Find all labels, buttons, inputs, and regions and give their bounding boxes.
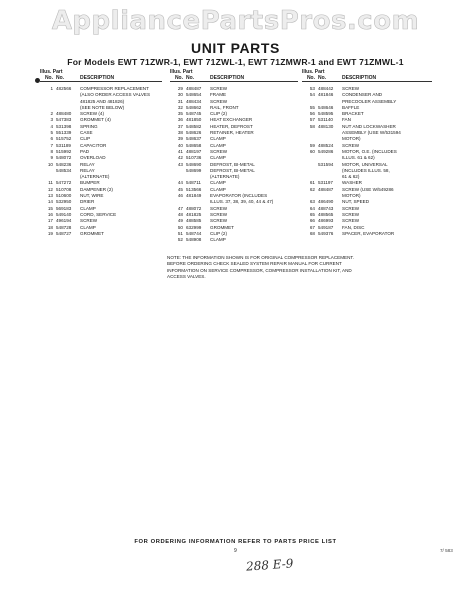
part-number: 548744	[186, 230, 202, 236]
column-header: No. No. DESCRIPTION	[40, 75, 162, 82]
compressor-note: NOTE: THE INFORMATION SHOWN IS FOR ORIGINAL COMPRESSOR REPLACEMENT. BEFORE ORDERING CHECK SEALED SYSTEM REPAIR MANUAL FOR CURRENT INFORMATION ON SERVICE COMPRESSOR, COMPRESSOR INSTALLATION KIT, AND ACCESS VALVES.	[167, 255, 354, 279]
part-description: DEFROST, BI-METAL	[210, 167, 255, 173]
part-number: 510600	[56, 193, 72, 199]
illus-number: 30	[177, 92, 183, 98]
part-number: 549140	[56, 211, 72, 217]
illus-number: 12	[47, 186, 53, 192]
part-description: FRAME	[210, 92, 227, 98]
part-number: 531140	[318, 117, 333, 123]
part-description: SCREW	[210, 211, 228, 217]
ordering-info-footer: FOR ORDERING INFORMATION REFER TO PARTS PRICE LIST	[134, 539, 337, 545]
illus-number: 49	[177, 218, 183, 224]
part-number: 551339	[56, 130, 72, 136]
illus-number: 60	[309, 148, 315, 154]
part-description: CLIP (2)	[210, 111, 228, 117]
illus-number: 62	[309, 186, 315, 192]
illus-number: 45	[177, 186, 183, 192]
part-description: EVAPORATOR (INCLUDES	[210, 193, 268, 199]
part-description: 481825 AND 481826)	[80, 98, 125, 104]
part-description: SCREW	[80, 218, 98, 224]
part-number: 569183	[56, 205, 72, 211]
parts-column-2	[170, 69, 298, 243]
part-description: SPACER, EVAPORATOR	[342, 230, 395, 236]
part-number: 548727	[56, 230, 72, 236]
illus-number: 6	[50, 136, 53, 142]
part-description: CORD, SERVICE	[80, 211, 117, 217]
part-number: 548582	[186, 123, 202, 129]
part-number: 488197	[186, 148, 202, 154]
illus-number: 2	[50, 111, 53, 117]
part-number: 488743	[318, 205, 334, 211]
illus-number: 9	[50, 155, 53, 161]
part-number: 548637	[186, 136, 202, 142]
part-number: 531398	[56, 123, 72, 129]
part-description: ILLUS. 61 & 62)	[342, 155, 375, 161]
part-description: NUT, WIRE	[80, 193, 104, 199]
part-number: 548699	[186, 167, 202, 173]
part-description: COMPRESSOR REPLACEMENT	[80, 86, 149, 91]
part-number: 548711	[186, 180, 201, 186]
part-number: 510736	[186, 155, 202, 161]
part-description: DAMPENER (2)	[80, 186, 113, 192]
part-number: 515992	[56, 148, 72, 154]
part-number: 488565	[318, 211, 334, 217]
illus-number: 44	[177, 180, 183, 186]
document-code: 7/ 583	[440, 548, 453, 553]
part-number: 488434	[186, 98, 202, 104]
part-row	[170, 237, 298, 243]
page-subtitle: For Models EWT 71ZWR-1, EWT 71ZWL-1, EWT 71ZMWR-1 and EWT 71ZMWL-1	[67, 57, 404, 67]
part-description: SCREW	[342, 218, 360, 224]
part-description: SCREW	[342, 211, 360, 217]
part-description: SCREW	[210, 148, 228, 154]
part-description: CAPACITOR	[80, 142, 107, 148]
illus-number: 19	[47, 230, 53, 236]
part-number: 513566	[186, 186, 202, 192]
parts-column-3	[302, 69, 432, 237]
part-number: 549376	[318, 230, 334, 236]
illus-number: 14	[47, 199, 53, 205]
part-description: SCREW	[342, 142, 360, 148]
illus-number: 66	[309, 218, 315, 224]
part-description: OVERLOAD	[80, 155, 106, 161]
illus-number: 29	[177, 86, 183, 91]
part-description: CLAMP	[80, 205, 96, 211]
part-description: (SEE NOTE BELOW)	[80, 104, 125, 110]
part-description: CLAMP	[210, 142, 226, 148]
part-number: 531197	[318, 180, 333, 186]
part-number: 548626	[186, 130, 202, 136]
part-description: CLIP (2)	[210, 230, 228, 236]
part-number: 496194	[56, 218, 72, 224]
illus-number: 39	[177, 136, 183, 142]
header-illus: Illus. Part	[302, 69, 325, 75]
part-number: 488585	[186, 218, 202, 224]
part-description: (ALSO ORDER ACCESS VALVES	[80, 92, 151, 98]
part-number: 547383	[56, 117, 72, 123]
part-description: PAD	[80, 148, 90, 154]
part-description: HEATER, DEFROST	[210, 123, 253, 129]
illus-number: 57	[309, 117, 315, 123]
illus-number: 11	[48, 180, 53, 186]
part-description: SPRING	[80, 123, 98, 129]
part-description: BUMPER	[80, 180, 100, 186]
part-description: (ALTERNATE)	[80, 174, 110, 180]
part-number: 549286	[318, 148, 334, 154]
illus-number: 55	[309, 104, 315, 110]
part-number: 547272	[56, 180, 72, 186]
illus-number: 3	[50, 117, 53, 123]
illus-number: 31	[177, 98, 183, 104]
part-description: MOTOR)	[342, 136, 361, 142]
illus-number: 47	[177, 205, 183, 211]
part-description: RELAY	[80, 167, 95, 173]
part-row	[40, 231, 162, 237]
part-description: BAFFLE	[342, 104, 360, 110]
illus-number: 52	[177, 237, 183, 243]
part-number: 488480	[56, 111, 72, 117]
illus-number: 37	[177, 123, 183, 129]
part-number: 548236	[56, 161, 72, 167]
illus-number: 13	[47, 193, 53, 199]
illus-number: 51	[177, 230, 183, 236]
part-number: 548662	[186, 104, 202, 110]
illus-number: 54	[309, 92, 315, 98]
part-description: SCREW	[342, 86, 360, 91]
part-number: 548534	[56, 167, 72, 173]
illus-number: 67	[309, 224, 315, 230]
illus-number: 64	[309, 205, 315, 211]
part-description: MOTOR, O.E. (INCLUDES	[342, 148, 397, 154]
illus-number: 17	[47, 218, 53, 224]
part-description: WASHER	[342, 180, 362, 186]
part-description: SCREW	[210, 86, 228, 91]
part-description: SCREW	[210, 205, 228, 211]
illus-number: 41	[177, 148, 183, 154]
illus-number: 59	[309, 142, 315, 148]
illus-number: 32	[177, 104, 183, 110]
part-number: 488130	[318, 123, 334, 129]
part-number: 481850	[186, 117, 202, 123]
part-number: 548908	[186, 237, 202, 243]
illus-number: 65	[309, 211, 315, 217]
illus-number: 15	[47, 205, 53, 211]
part-description: ASSEMBLY (USE W/531594	[342, 130, 401, 136]
illus-number: 53	[309, 86, 315, 91]
part-number: 482566	[56, 86, 72, 91]
illus-number: 40	[177, 142, 183, 148]
part-number: 548658	[186, 142, 202, 148]
part-number: 549187	[318, 224, 334, 230]
part-row	[302, 231, 432, 237]
part-description: RELAY	[80, 161, 95, 167]
part-number: 488072	[186, 205, 202, 211]
part-number: 548595	[318, 111, 334, 117]
part-number: 548646	[318, 104, 334, 110]
part-number: 481849	[186, 193, 202, 199]
illus-number: 10	[47, 161, 53, 167]
part-description: (ALTERNATE)	[210, 174, 240, 180]
part-description: CLAMP	[210, 237, 226, 243]
part-description: CLAMP	[210, 186, 226, 192]
part-description: GROMMET	[210, 224, 234, 230]
illus-number: 5	[50, 130, 53, 136]
column-header: No. No. DESCRIPTION	[302, 75, 432, 82]
part-description: MOTOR)	[342, 193, 361, 199]
part-description: CLAMP	[210, 180, 226, 186]
part-description: RAIL, FRONT	[210, 104, 239, 110]
watermark-logo: AppliancePartsPros.com	[51, 6, 420, 36]
illus-number: 48	[177, 211, 183, 217]
part-description: SCREW	[210, 98, 228, 104]
part-number: 486993	[318, 218, 334, 224]
illus-number: 36	[177, 117, 183, 123]
part-description: FAN	[342, 117, 351, 123]
part-description: CLAMP	[210, 136, 226, 142]
header-illus: Illus. Part	[170, 69, 193, 75]
illus-number: 7	[50, 142, 53, 148]
illus-number: 38	[177, 130, 183, 136]
part-number: 531594	[318, 161, 334, 167]
part-description: CONDENSER AND	[342, 92, 383, 98]
part-description: (INCLUDES ILLUS. 58,	[342, 167, 390, 173]
part-description: CLIP	[80, 136, 91, 142]
illus-number: 4	[50, 123, 53, 129]
illus-number: 63	[309, 199, 315, 205]
part-description: CASE	[80, 130, 93, 136]
part-description: SCREW	[210, 218, 228, 224]
illus-number: 8	[50, 148, 53, 154]
part-number: 531189	[56, 142, 71, 148]
illus-number: 16	[47, 211, 53, 217]
part-description: ILLUS. 37, 38, 39, 40, 44 & 47)	[210, 199, 274, 205]
part-number: 488442	[318, 86, 334, 91]
illus-number: 42	[177, 155, 183, 161]
part-description: DRIER	[80, 199, 95, 205]
parts-column-1	[40, 69, 162, 237]
part-number: 548654	[186, 92, 202, 98]
illus-number: 58	[309, 123, 315, 129]
header-illus: Illus. Part	[40, 69, 63, 75]
illus-number: 46	[177, 193, 183, 199]
illus-number: 50	[177, 224, 183, 230]
illus-number: 43	[177, 161, 183, 167]
part-description: NUT, SPEED	[342, 199, 370, 205]
part-description: RETAINER, HEATER	[210, 130, 254, 136]
part-description: BRACKET	[342, 111, 364, 117]
illus-number: 68	[309, 230, 315, 236]
part-description: GROMMET	[80, 230, 104, 236]
page-title: UNIT PARTS	[191, 40, 280, 56]
part-description: CLAMP	[80, 224, 96, 230]
part-number: 548072	[56, 155, 72, 161]
illus-number: 61	[309, 180, 315, 186]
part-description: NUT AND LOCKWASHER	[342, 123, 396, 129]
part-description: GROMMET (4)	[80, 117, 111, 123]
part-number: 515752	[56, 136, 72, 142]
part-number: 486490	[318, 199, 334, 205]
illus-number: 56	[309, 111, 315, 117]
part-number: 488524	[318, 142, 334, 148]
part-description: 61 & 62)	[342, 174, 360, 180]
handwritten-annotation: 288 E-9	[245, 556, 294, 574]
part-description: FAN, DISC	[342, 224, 365, 230]
part-description: SCREW (4)	[80, 111, 104, 117]
part-description: SCREW	[342, 205, 360, 211]
page-number: 9	[234, 548, 237, 554]
part-description: HEAT EXCHANGER	[210, 117, 253, 123]
part-description: PRECOOLER ASSEMBLY	[342, 98, 397, 104]
column-header: No. No. DESCRIPTION	[170, 75, 298, 82]
part-number: 548690	[186, 161, 202, 167]
part-description: SCREW (USE W/549286	[342, 186, 394, 192]
illus-number: 35	[177, 111, 183, 117]
part-number: 481846	[318, 92, 334, 98]
part-number: 481825	[186, 211, 202, 217]
part-description: CLAMP	[210, 155, 226, 161]
part-description: MOTOR, UNIVERSAL	[342, 161, 388, 167]
part-number: 548728	[56, 224, 72, 230]
part-description: DEFROST, BI-METAL	[210, 161, 255, 167]
part-number: 532950	[56, 199, 72, 205]
illus-number: 1	[50, 86, 53, 91]
part-number: 632999	[186, 224, 202, 230]
part-number: 488487	[186, 86, 202, 91]
part-number: 510708	[56, 186, 72, 192]
illus-number: 18	[47, 224, 53, 230]
part-number: 548745	[186, 111, 202, 117]
part-number: 488487	[318, 186, 334, 192]
